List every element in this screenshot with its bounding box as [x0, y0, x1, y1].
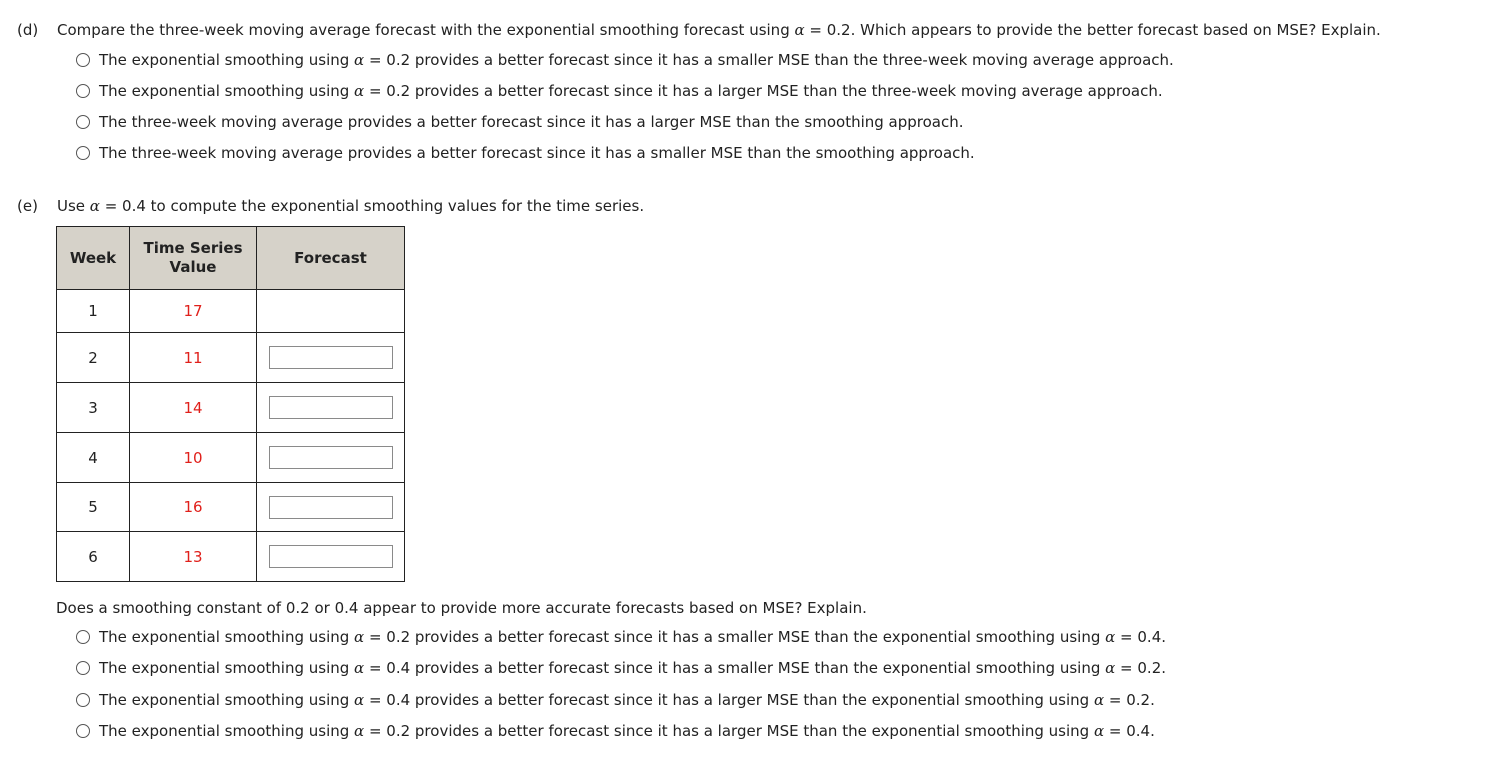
forecast-input-week-3[interactable] [269, 396, 393, 419]
table-row [57, 383, 405, 433]
part-d-option-2[interactable] [76, 82, 1163, 100]
forecast-cell [257, 290, 405, 333]
forecast-input-week-4[interactable] [269, 446, 393, 469]
table-row [57, 290, 405, 333]
table-row [57, 532, 405, 582]
forecast-cell [257, 483, 405, 532]
part-d-option-4[interactable] [76, 144, 975, 162]
week-cell: 5 [57, 483, 130, 532]
table-row [57, 433, 405, 483]
part-d-label: (d) [17, 21, 39, 39]
option-text: The exponential smoothing using α = 0.2 provides a better forecast since it has a larger MSE than the three-week moving average approach. [99, 82, 1163, 100]
value-cell: 14 [130, 383, 257, 433]
radio-button[interactable] [76, 146, 90, 160]
part-e-label: (e) [17, 197, 38, 215]
forecast-input-week-6[interactable] [269, 545, 393, 568]
table-row [57, 333, 405, 383]
part-e-question-text: Use α = 0.4 to compute the exponential smoothing values for the time series. [57, 197, 645, 215]
value-cell: 11 [130, 333, 257, 383]
forecast-cell [257, 532, 405, 582]
table-header-row [57, 227, 405, 290]
radio-button[interactable] [76, 693, 90, 707]
week-cell: 1 [57, 290, 130, 333]
option-text: The three-week moving average provides a better forecast since it has a larger MSE than the smoothing approach. [99, 113, 964, 131]
value-cell: 13 [130, 532, 257, 582]
part-e-option-4[interactable] [76, 722, 1155, 740]
part-e-question [17, 197, 644, 215]
forecast-cell [257, 383, 405, 433]
week-cell: 4 [57, 433, 130, 483]
forecast-cell [257, 433, 405, 483]
header-time-series-value-text: Time Series Value [143, 239, 243, 276]
value-cell: 17 [130, 290, 257, 333]
radio-button[interactable] [76, 84, 90, 98]
option-text: The exponential smoothing using α = 0.2 provides a better forecast since it has a larger MSE than the exponential smoothing using α = 0.4. [99, 722, 1155, 740]
part-e-option-3[interactable] [76, 691, 1155, 709]
option-text: The exponential smoothing using α = 0.2 provides a better forecast since it has a smaller MSE than the three-week moving average approach. [99, 51, 1174, 69]
part-d-option-1[interactable] [76, 51, 1174, 69]
radio-button[interactable] [76, 630, 90, 644]
radio-button[interactable] [76, 661, 90, 675]
part-d-question-text: Compare the three-week moving average forecast with the exponential smoothing forecast using α = 0.2. Which appears to provide the better forecast based on MSE? Explain. [57, 21, 1381, 39]
option-text: The exponential smoothing using α = 0.4 provides a better forecast since it has a smaller MSE than the exponential smoothing using α = 0.2. [99, 659, 1167, 677]
forecast-input-week-5[interactable] [269, 496, 393, 519]
table-row [57, 483, 405, 532]
week-cell: 6 [57, 532, 130, 582]
part-e-option-2[interactable] [76, 659, 1166, 677]
part-d-question [17, 21, 1381, 39]
forecast-input-week-2[interactable] [269, 346, 393, 369]
radio-button[interactable] [76, 724, 90, 738]
part-e-followup-question: Does a smoothing constant of 0.2 or 0.4 appear to provide more accurate forecasts based on MSE? Explain. [56, 599, 867, 617]
value-cell: 16 [130, 483, 257, 532]
option-text: The three-week moving average provides a better forecast since it has a smaller MSE than the smoothing approach. [99, 144, 975, 162]
header-forecast: Forecast [257, 227, 405, 290]
part-e-option-1[interactable] [76, 628, 1166, 646]
header-time-series-value [130, 227, 257, 290]
header-week: Week [57, 227, 130, 290]
option-text: The exponential smoothing using α = 0.2 provides a better forecast since it has a smaller MSE than the exponential smoothing using α = 0.4. [99, 628, 1167, 646]
time-series-table [56, 226, 405, 582]
week-cell: 2 [57, 333, 130, 383]
week-cell: 3 [57, 383, 130, 433]
part-d-option-3[interactable] [76, 113, 964, 131]
option-text: The exponential smoothing using α = 0.4 provides a better forecast since it has a larger MSE than the exponential smoothing using α = 0.2. [99, 691, 1155, 709]
forecast-cell [257, 333, 405, 383]
radio-button[interactable] [76, 53, 90, 67]
radio-button[interactable] [76, 115, 90, 129]
value-cell: 10 [130, 433, 257, 483]
